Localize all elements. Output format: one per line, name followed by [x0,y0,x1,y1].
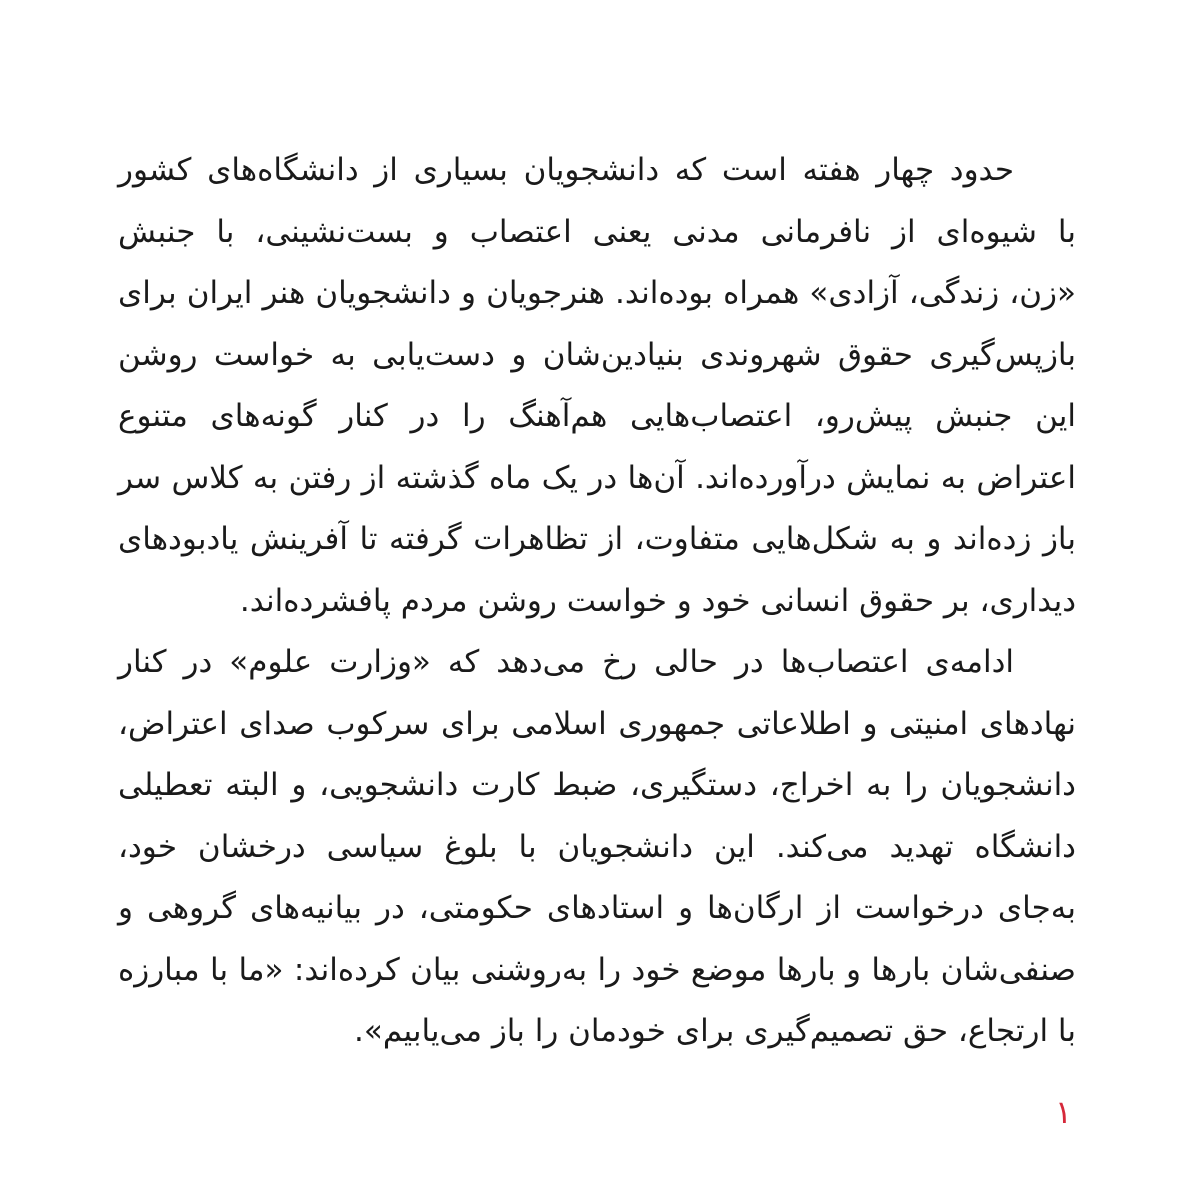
text-line: دانشگاه تهدید می‌کند. این دانشجویان با بلوغ سیاسی درخشان خود، [118,828,1076,865]
text-line: باز زده‌اند و به شکل‌هایی متفاوت، از تظاهرات گرفته تا آفرینش یادبودهای [118,521,1076,557]
page-number: ۱ [1054,1093,1072,1131]
text-line: دیداری، بر حقوق انسانی خود و خواست روشن مردم پافشرده‌اند. [239,582,1076,619]
paragraph-1 [118,140,1076,632]
body-text [118,140,1076,1063]
text-line: «زن، زندگی، آزادی» همراه بوده‌اند. هنرجویان و دانشجویان هنر ایران برای [118,275,1076,311]
paragraph-2 [118,632,1076,1063]
text-line: حدود چهار هفته است که دانشجویان بسیاری از دانشگاه‌های کشور [118,152,1014,188]
text-line: صنفی‌شان بارها و بارها موضع خود را به‌روشنی بیان کرده‌اند: «ما با مبارزه [118,951,1076,988]
text-line: دانشجویان را به اخراج، دستگیری، ضبط کارت دانشجویی، و البته تعطیلی [118,767,1076,803]
text-line: با ارتجاع، حق تصمیم‌گیری برای خودمان را باز می‌یابیم». [354,1013,1076,1049]
text-line: با شیوه‌ای از نافرمانی مدنی یعنی اعتصاب و بست‌نشینی، با جنبش [118,213,1076,250]
text-line: نهادهای امنیتی و اطلاعاتی جمهوری اسلامی برای سرکوب صدای اعتراض، [118,705,1076,742]
text-line: به‌جای درخواست از ارگان‌ها و استادهای حکومتی، در بیانیه‌های گروهی و [118,890,1076,926]
text-line: این جنبش پیش‌رو، اعتصاب‌هایی هم‌آهنگ را در کنار گونه‌های متنوع [118,398,1076,434]
text-line: اعتراض به نمایش درآورده‌اند. آن‌ها در یک ماه گذشته از رفتن به کلاس سر [118,459,1076,496]
text-line: بازپس‌گیری حقوق شهروندی بنیادین‌شان و دست‌یابی به خواست روشن [118,336,1076,373]
text-line: ادامه‌ی اعتصاب‌ها در حالی رخ می‌دهد که «وزارت علوم» در کنار [118,644,1014,680]
